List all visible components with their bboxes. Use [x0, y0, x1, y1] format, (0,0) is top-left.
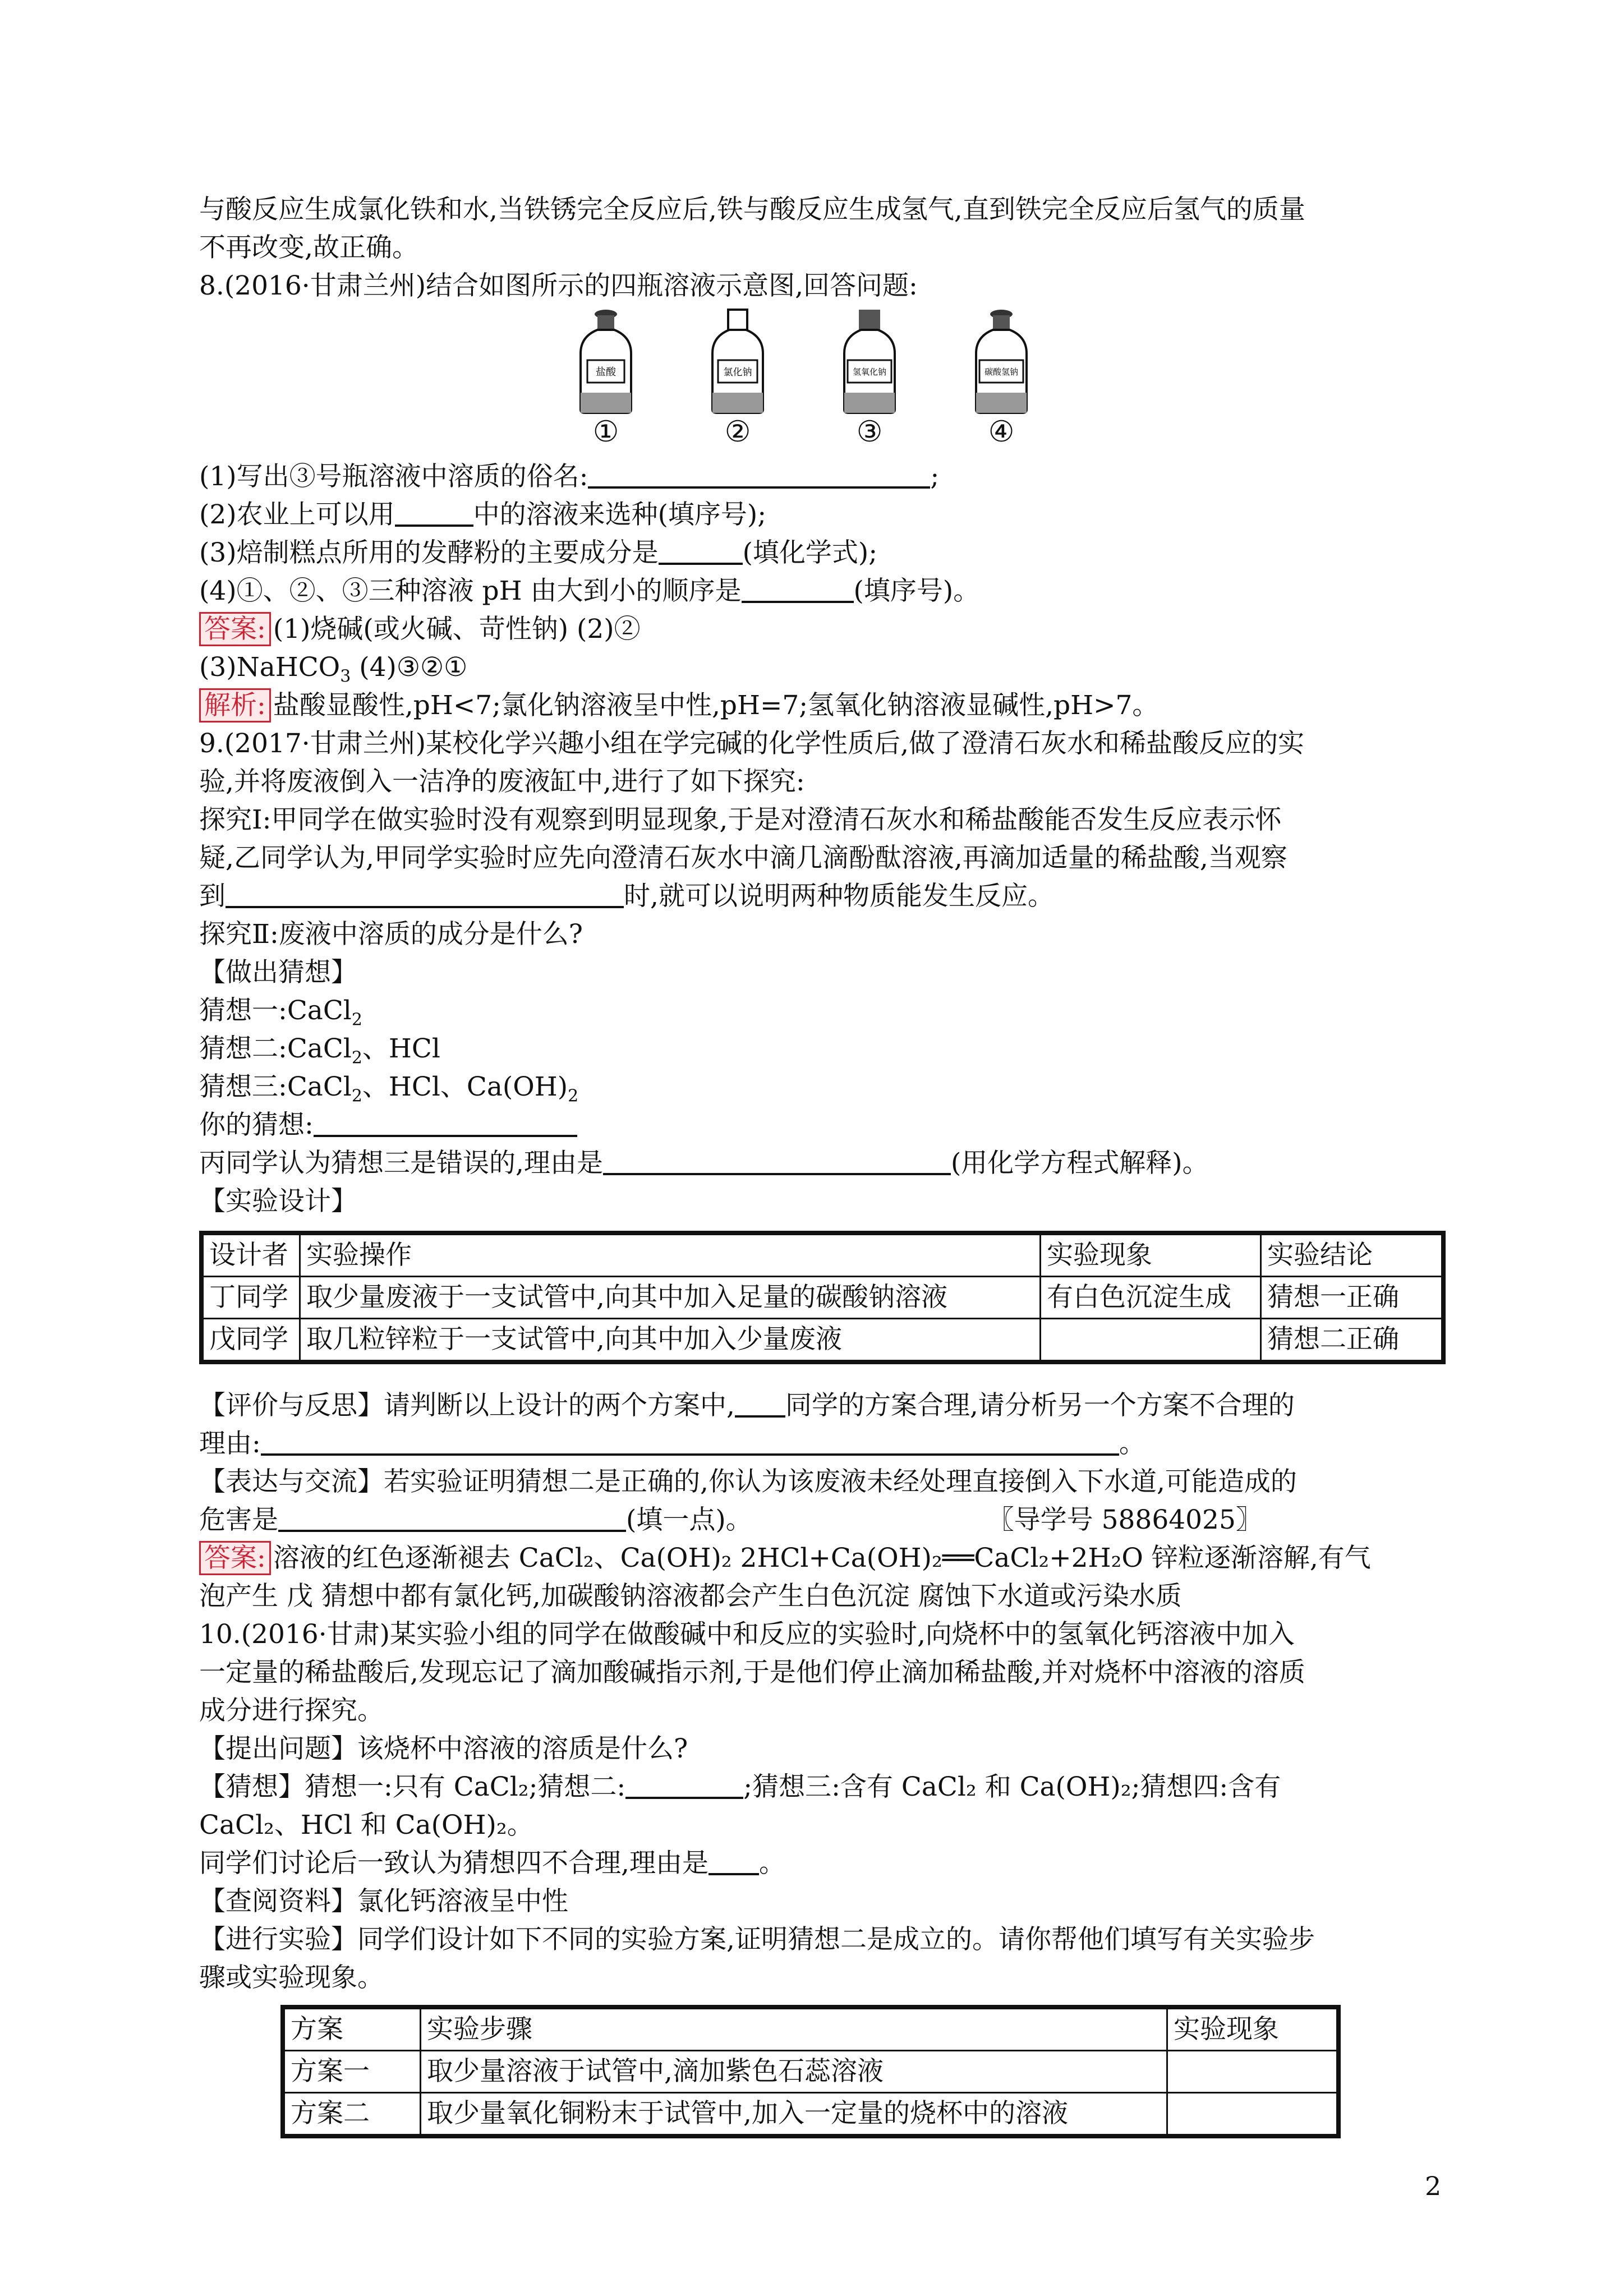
bottle-1	[569, 309, 642, 449]
bottle-4-number: ④	[988, 415, 1015, 449]
q8-sub3: (3)焙制糕点所用的发酵粉的主要成分是 (填化学式);	[199, 534, 1444, 572]
guess-3: 猜想三:CaCl$_2$、HCl、$Ca(OH)_2$	[199, 1071, 579, 1106]
q9-stem-1: 9.(2017·甘肃兰州)某校化学兴趣小组在学完碱的化学性质后,做了澄清石灰水和稀盐酸反应的实	[199, 728, 1305, 759]
answer-blank[interactable]	[603, 1145, 951, 1175]
answer-tag: 答案:	[199, 1541, 271, 1575]
bing-reason: 丙同学认为猜想三是错误的,理由是 (用化学方程式解释)。	[199, 1144, 1444, 1182]
bottle-3-number: ③	[856, 415, 883, 449]
q10-stem-2: 一定量的稀盐酸后,发现忘记了滴加酸碱指示剂,于是他们停止滴加稀盐酸,并对烧杯中溶液的溶质	[199, 1657, 1305, 1688]
q9-stem-2: 验,并将废液倒入一洁净的废液缸中,进行了如下探究:	[199, 766, 805, 797]
guess-1: 猜想一:CaCl$_2$	[199, 995, 362, 1030]
q8-stem: 8.(2016·甘肃兰州)结合如图所示的四瓶溶液示意图,回答问题:	[199, 270, 918, 301]
bottle-4	[965, 309, 1038, 449]
svg-text:氯化钠: 氯化钠	[723, 367, 752, 378]
express-2: 危害是 (填一点)。 〖导学号 58864025〗	[199, 1501, 1444, 1539]
your-guess: 你的猜想:	[199, 1106, 1444, 1144]
q8-analysis: 解析: 盐酸显酸性,pH<7;氯化钠溶液呈中性,pH=7;氢氧化钠溶液显碱性,pH>7。	[199, 687, 1444, 725]
answer-blank[interactable]	[742, 573, 854, 603]
answer-blank[interactable]	[659, 535, 743, 565]
express-1: 【表达与交流】若实验证明猜想二是正确的,你认为该废液未经处理直接倒入下水道,可能造成的	[199, 1466, 1297, 1497]
q10-experiment-2: 骤或实验现象。	[199, 1962, 384, 1993]
bottle-3-icon	[839, 309, 900, 415]
q10-question: 【提出问题】该烧杯中溶液的溶质是什么?	[199, 1733, 688, 1764]
answer-blank[interactable]	[226, 878, 624, 908]
bottles-figure	[199, 309, 1444, 454]
guess-2: 猜想二:CaCl$_2$、HCl	[199, 1033, 440, 1068]
q8-answer-2: (3)NaHCO$_3$ (4)③②①	[199, 652, 468, 687]
q10-experiment-1: 【进行实验】同学们设计如下不同的实验方案,证明猜想二是成立的。请你帮他们填写有关实验步	[199, 1924, 1315, 1955]
bottle-2	[701, 309, 774, 449]
empty-cell[interactable]	[1041, 1319, 1261, 1363]
q10-guess-1: 【猜想】猜想一:只有 CaCl₂;猜想二: ;猜想三:含有 CaCl₂ 和 Ca(OH)₂;猜想四:含有	[199, 1768, 1444, 1806]
answer-blank[interactable]	[395, 496, 473, 527]
answer-blank[interactable]	[735, 1387, 785, 1418]
table-row: 方案二 取少量氧化铜粉末于试管中,加入一定量的烧杯中的溶液	[283, 2093, 1338, 2137]
answer-tag: 答案:	[199, 612, 271, 646]
q8-sub4: (4)①、②、③三种溶液 pH 由大到小的顺序是 (填序号)。	[199, 572, 1444, 610]
experiment-plan-table	[280, 2005, 1341, 2138]
table-header-row: 方案 实验步骤 实验现象	[283, 2007, 1338, 2051]
intro-line-2: 不再改变,故正确。	[199, 232, 418, 263]
page-content	[199, 191, 1444, 2138]
answer-blank[interactable]	[625, 1769, 743, 1799]
answer-blank[interactable]	[261, 1425, 1119, 1456]
answer-blank[interactable]	[709, 1845, 759, 1875]
guide-number: 〖导学号 58864025〗	[987, 1504, 1262, 1535]
q9-heading-guess: 【做出猜想】	[199, 957, 357, 988]
page-number: 2	[1425, 2171, 1442, 2201]
answer-blank[interactable]	[278, 1502, 626, 1532]
q8-answer: 答案: (1)烧碱(或火碱、苛性钠) (2)②	[199, 610, 1444, 648]
q10-guess-2: CaCl₂、HCl 和 Ca(OH)₂。	[199, 1810, 533, 1841]
q8-sub1: (1)写出③号瓶溶液中溶质的俗名: ;	[199, 458, 1444, 496]
q10-stem-1: 10.(2016·甘肃)某实验小组的同学在做酸碱中和反应的实验时,向烧杯中的氢氧化钙溶液中加入	[199, 1619, 1295, 1650]
q10-stem-3: 成分进行探究。	[199, 1695, 384, 1726]
experiment-design-table	[199, 1231, 1446, 1364]
bottle-2-number: ②	[724, 415, 751, 449]
q9-answer-1: 答案: 溶液的红色逐渐褪去 CaCl₂、Ca(OH)₂ 2HCl+Ca(OH)₂══CaCl₂+2H₂O 锌粒逐渐溶解,有气	[199, 1539, 1444, 1577]
svg-text:盐酸: 盐酸	[596, 366, 616, 378]
bottle-3	[833, 309, 906, 449]
table-row: 戊同学 取几粒锌粒于一支试管中,向其中加入少量废液 猜想二正确	[201, 1319, 1443, 1363]
q9-stem-6: 探究Ⅱ:废液中溶质的成分是什么?	[199, 919, 583, 950]
table-header-row: 设计者 实验操作 实验现象 实验结论	[201, 1233, 1443, 1277]
svg-text:氢氧化钠: 氢氧化钠	[852, 367, 887, 377]
q8-sub2: (2)农业上可以用 中的溶液来选种(填序号);	[199, 496, 1444, 534]
empty-cell[interactable]	[1167, 2093, 1339, 2137]
q9-stem-4: 疑,乙同学认为,甲同学实验时应先向澄清石灰水中滴几滴酚酞溶液,再滴加适量的稀盐酸,当观察	[199, 843, 1287, 873]
q9-answer-2: 泡产生 戊 猜想中都有氯化钙,加碳酸钠溶液都会产生白色沉淀 腐蚀下水道或污染水质	[199, 1581, 1182, 1612]
bottle-1-icon	[575, 309, 637, 415]
intro-line-1: 与酸反应生成氯化铁和水,当铁锈完全反应后,铁与酸反应生成氢气,直到铁完全反应后氢气的质量	[199, 194, 1305, 225]
q10-discussion: 同学们讨论后一致认为猜想四不合理,理由是 。	[199, 1844, 1444, 1883]
q10-reference: 【查阅资料】氯化钙溶液呈中性	[199, 1886, 568, 1917]
table-row: 丁同学 取少量废液于一支试管中,向其中加入足量的碳酸钠溶液 有白色沉淀生成 猜想一正确	[201, 1277, 1443, 1319]
bottle-4-icon	[970, 309, 1032, 415]
svg-text:碳酸氢钠: 碳酸氢钠	[984, 367, 1019, 377]
q9-heading-design: 【实验设计】	[199, 1186, 357, 1217]
empty-cell[interactable]	[1167, 2051, 1339, 2093]
analysis-tag: 解析:	[199, 688, 271, 723]
evaluation-1: 【评价与反思】请判断以上设计的两个方案中, 同学的方案合理,请分析另一个方案不合理的	[199, 1387, 1444, 1425]
bottle-1-number: ①	[592, 415, 619, 449]
q9-stem-3: 探究Ⅰ:甲同学在做实验时没有观察到明显现象,于是对澄清石灰水和稀盐酸能否发生反应表示怀	[199, 804, 1282, 835]
answer-blank[interactable]	[314, 1107, 577, 1137]
evaluation-2: 理由: 。	[199, 1425, 1444, 1463]
table-row: 方案一 取少量溶液于试管中,滴加紫色石蕊溶液	[283, 2051, 1338, 2093]
bottle-2-icon	[707, 309, 769, 415]
q9-stem-5: 到 时,就可以说明两种物质能发生反应。	[199, 877, 1444, 915]
answer-blank[interactable]	[588, 458, 930, 489]
